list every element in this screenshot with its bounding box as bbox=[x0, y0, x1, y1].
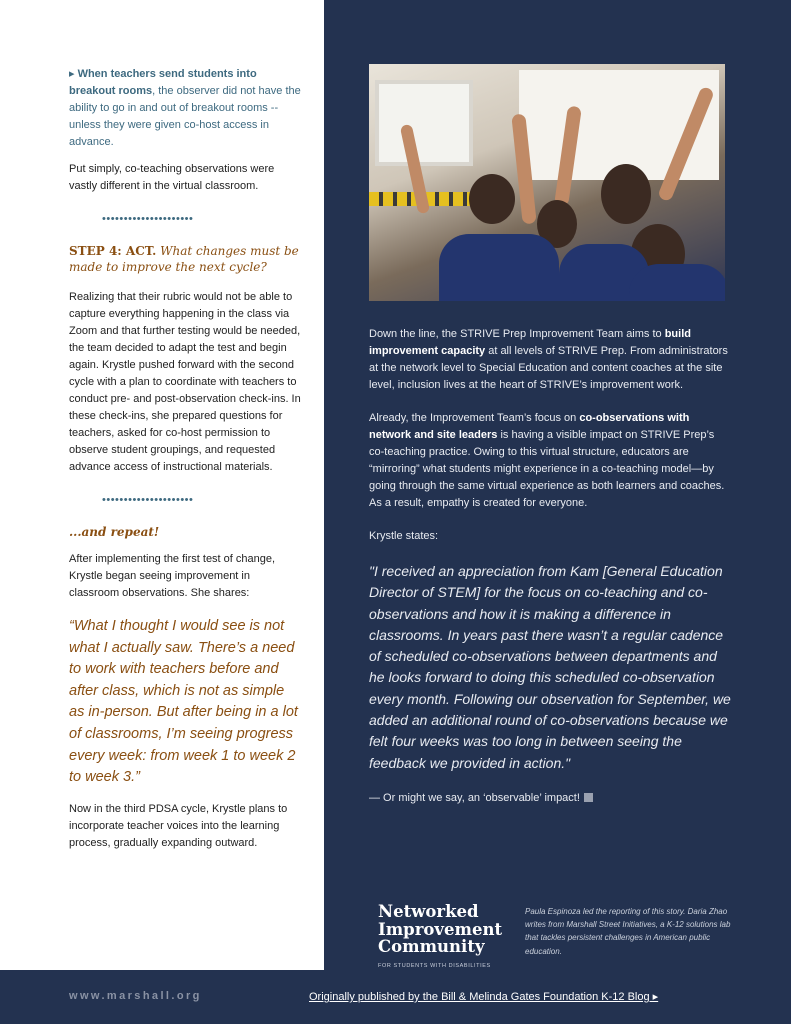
capacity-bold: build improvement capacity bbox=[369, 328, 691, 357]
closing-text: — Or might we say, an ‘observable’ impact! bbox=[369, 791, 580, 804]
breakout-paragraph: ▸ When teachers send students into breakout rooms, the observer did not have the ability to go in and out of breakout rooms -- unless they were given co-host access in advance. bbox=[69, 68, 301, 148]
repeat-body: After implementing the first test of change, Krystle began seeing improvement in classroom observations. She shares: bbox=[69, 553, 276, 599]
right-column bbox=[369, 326, 731, 807]
coobs-text-a: Already, the Improvement Team’s focus on bbox=[369, 412, 580, 424]
dotted-divider: ••••••••••••••••••••• bbox=[102, 494, 194, 506]
dotted-divider: ••••••••••••••••••••• bbox=[102, 213, 194, 225]
krystle-quote: “What I thought I would see is not what I actually saw. There’s a need to work with teachers before and after class, which is not as simple as in-person. But after being in a lot of classrooms, I’m seeing progress every week: from week 1 to week 2 to week 3.” bbox=[69, 618, 298, 786]
end-mark-icon bbox=[584, 793, 593, 802]
kam-quote: "I received an appreciation from Kam [General Education Director of STEM] for the focus on co-teaching and co-observations and how it is making a difference in classrooms. In years past there wasn’t a regular cadence of scheduled co-observations between departments and he looks forward to doing this scheduled co-observation every month. Following our observation for September, we added an additional round of co-observations because we felt four weeks was too long in between seeing the feedback we provided in action." bbox=[369, 563, 731, 771]
co-observation-paragraph bbox=[369, 410, 731, 512]
closing-paragraph: Now in the third PDSA cycle, Krystle plans to incorporate teacher voices into the learning process, gradually expanding outward. bbox=[69, 802, 288, 849]
logo-subtitle: FOR STUDENTS WITH DISABILITIES bbox=[378, 962, 491, 969]
capacity-text-b: at all levels of STRIVE Prep. From administrators at the network level to Special Education and content coaches at the site level, inclusion lives at the heart of STRIVE’s improvement work. bbox=[369, 345, 728, 391]
left-column bbox=[69, 66, 301, 852]
logo-line3: Community bbox=[378, 937, 485, 956]
step4-body: Realizing that their rubric would not be able to capture everything happening in the class via Zoom and that further testing would be needed, the team decided to adapt the test and begin again. Krystle pushed forward with the second cycle with a plan to coordinate with teachers to conduct pre- and post-observation check-ins. In these check-ins, she prepared questions for teachers, asked for co-host permission to observe student groupings, and requested advance access of instructional materials. bbox=[69, 291, 301, 473]
capacity-paragraph bbox=[369, 326, 731, 394]
put-simply-paragraph: Put simply, co-teaching observations were vastly different in the virtual classroom. bbox=[69, 163, 275, 192]
breakout-lead-rest: , the observer did not have the ability to go in and out of breakout rooms -- unless they were given co-host access in advance. bbox=[69, 85, 301, 148]
coobs-bold: co-observations with network and site leaders bbox=[369, 412, 690, 441]
classroom-photo bbox=[369, 64, 725, 301]
repeat-heading: ...and repeat! bbox=[69, 525, 160, 539]
footer-website[interactable]: www.marshall.org bbox=[69, 990, 202, 1002]
step4-heading bbox=[69, 243, 301, 275]
logo-line1: Networked bbox=[378, 902, 479, 921]
capacity-text-a: Down the line, the STRIVE Prep Improvement Team aims to bbox=[369, 328, 665, 340]
step4-label: STEP 4: ACT. bbox=[69, 244, 157, 258]
breakout-lead-bold: When teachers send students into breakout rooms bbox=[69, 68, 257, 97]
coobs-text-b: is having a visible impact on STRIVE Prep’s co-teaching practice. Owing to this virtual structure, educators are “mirroring” what students might experience in a co-teaching model—by going through the same virtual experience as both learners and coaches. As a result, empathy is created for everyone. bbox=[369, 429, 725, 509]
step4-question: What changes must be made to improve the next cycle? bbox=[69, 244, 299, 274]
author-credit: Paula Espinoza led the reporting of this story. Daria Zhao writes from Marshall Street Initiatives, a K-12 solutions lab that tackles persistent challenges in American public education. bbox=[525, 907, 731, 956]
closing-line bbox=[369, 790, 731, 807]
logo-line2: Improvement bbox=[378, 919, 503, 939]
nic-logo bbox=[378, 903, 508, 970]
krystle-states: Krystle states: bbox=[369, 530, 439, 542]
gates-blog-link[interactable]: Originally published by the Bill & Melinda Gates Foundation K-12 Blog ▸ bbox=[309, 991, 659, 1003]
